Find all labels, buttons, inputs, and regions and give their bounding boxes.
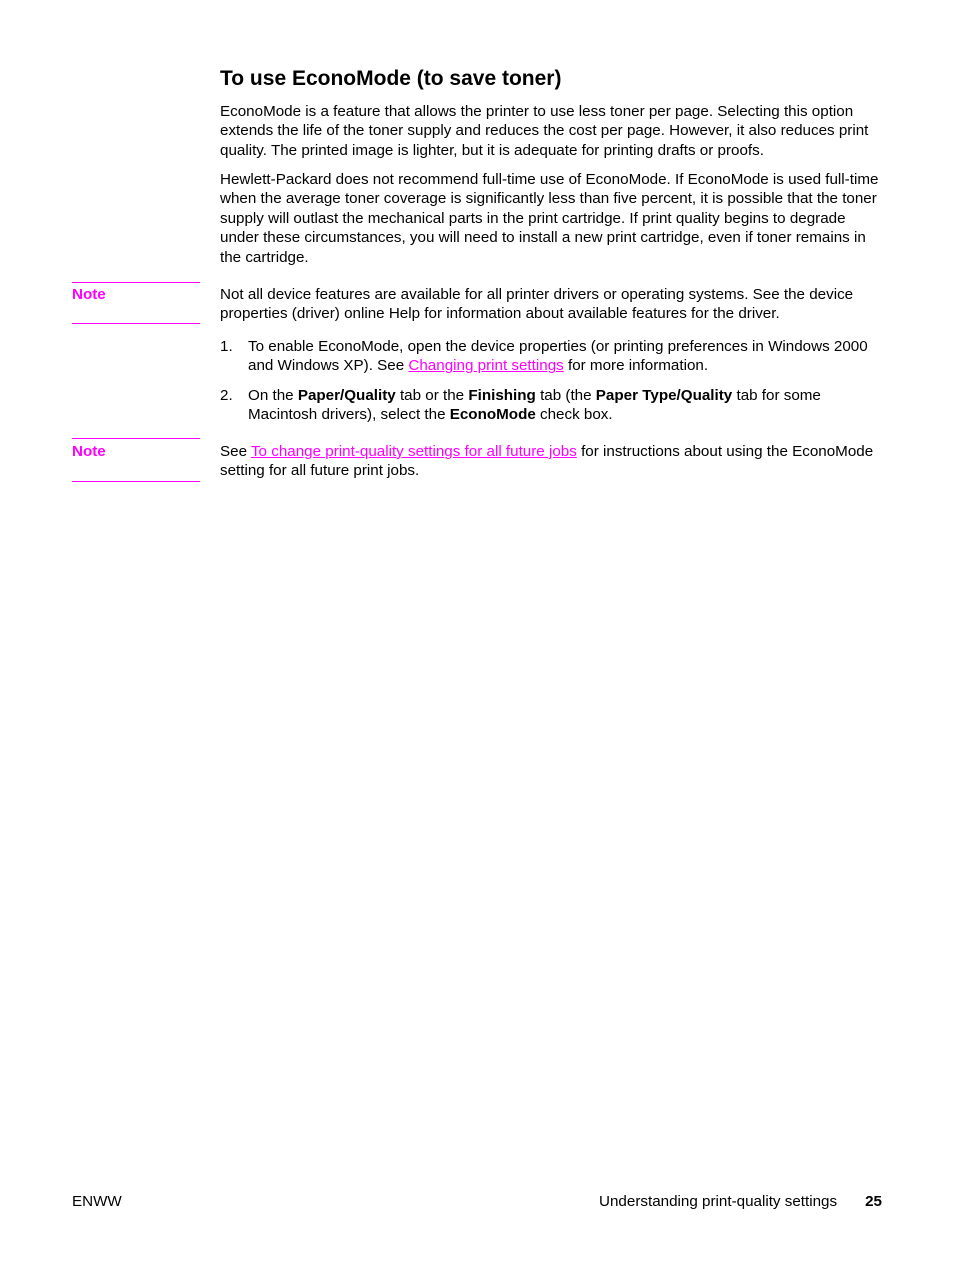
intro-paragraph: EconoMode is a feature that allows the printer to use less toner per page. Selecting this option extends the life of the toner supply and reduces the cost per page. However, it also reduces print quality. The printed image is lighter, but it is adequate for printing drafts or proofs. bbox=[220, 103, 869, 159]
note-text: See To change print-quality settings for all future jobs for instructions about using the EconoMode setting for all future print jobs. bbox=[220, 443, 874, 480]
list-item-text: To enable EconoMode, open the device properties (or printing preferences in Windows 2000 and Windows XP). See Changing print settings for more information. bbox=[248, 338, 868, 375]
changing-print-settings-link[interactable]: Changing print settings bbox=[408, 357, 564, 375]
future-jobs-settings-link[interactable]: To change print-quality settings for all future jobs bbox=[250, 443, 577, 460]
page-number: 25 bbox=[865, 1193, 882, 1210]
footer-section-title: Understanding print-quality settings bbox=[599, 1193, 838, 1210]
list-item-text: On the Paper/Quality tab or the Finishing tab (the Paper Type/Quality tab for some Macintosh drivers), select the EconoMode check box. bbox=[248, 387, 821, 424]
footer-right bbox=[599, 1192, 882, 1211]
list-item bbox=[220, 337, 888, 376]
footer-doc-code: ENWW bbox=[72, 1193, 122, 1210]
note-text: Not all device features are available for all printer drivers or operating systems. See the device properties (driver) online Help for information about available features for the driver. bbox=[220, 286, 854, 323]
note-top-rule bbox=[72, 282, 200, 283]
list-item-number: 2. bbox=[220, 387, 233, 404]
note-top-rule bbox=[72, 438, 200, 439]
note-label: Note bbox=[72, 443, 106, 460]
note-bottom-rule bbox=[72, 481, 200, 482]
note-bottom-rule bbox=[72, 323, 200, 324]
list-item-number: 1. bbox=[220, 338, 233, 355]
warning-paragraph: Hewlett-Packard does not recommend full-time use of EconoMode. If EconoMode is used full-time when the average toner coverage is significantly less than five percent, it is possible that the toner supply will outlast the mechanical parts in the print cartridge. If print quality begins to degrade under these circumstances, you will need to install a new print cartridge, even if toner remains in the cartridge. bbox=[220, 171, 879, 266]
note-label: Note bbox=[72, 286, 106, 303]
list-item bbox=[220, 386, 888, 425]
section-heading: To use EconoMode (to save toner) bbox=[220, 67, 562, 90]
